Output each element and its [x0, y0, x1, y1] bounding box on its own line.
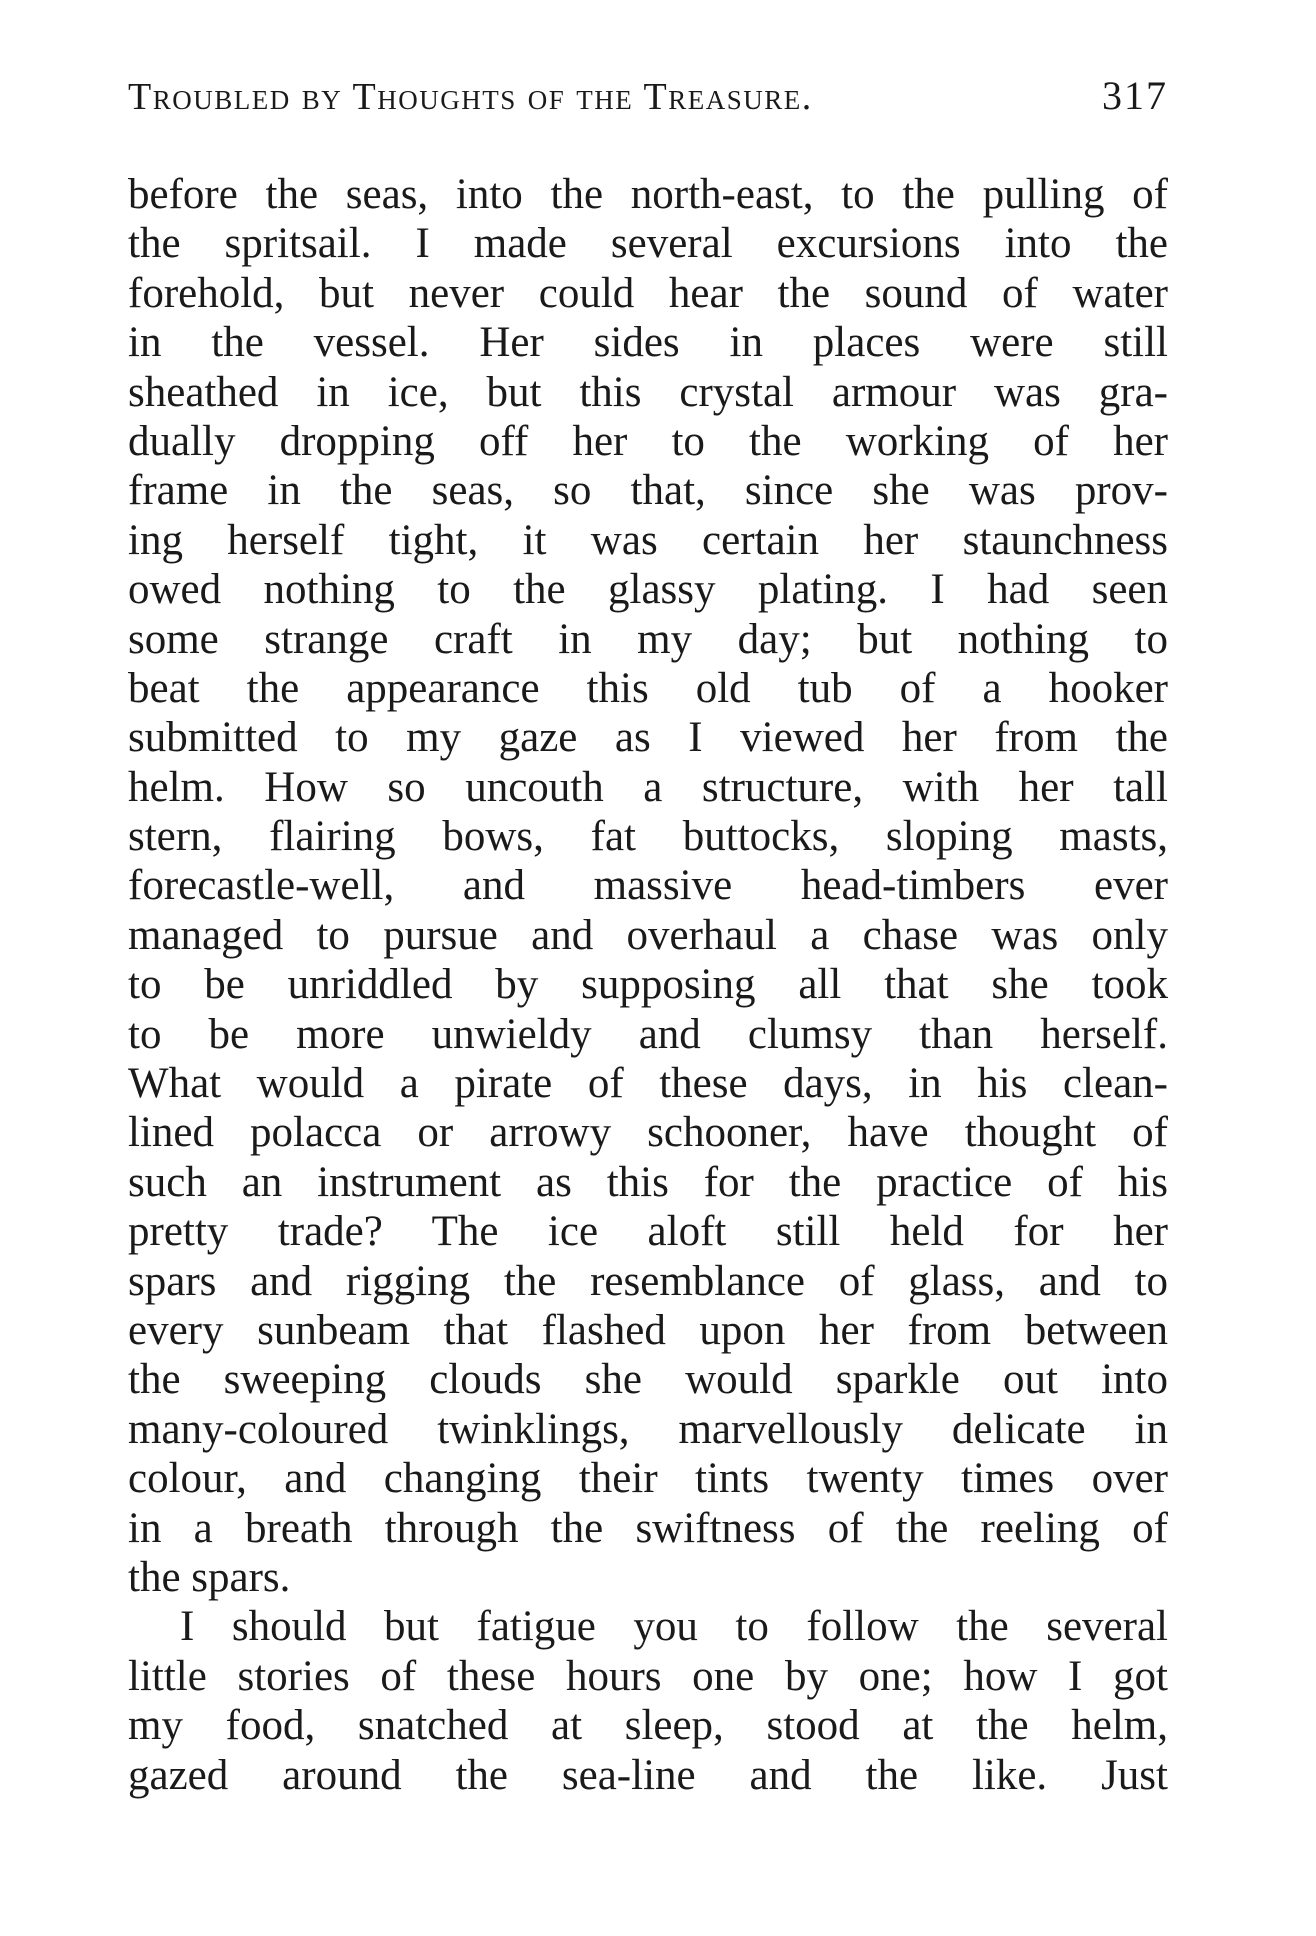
- text-line: submitted to my gaze as I viewed her from the: [128, 714, 1168, 762]
- text-line: managed to pursue and overhaul a chase was only: [128, 911, 1168, 959]
- text-line: the spritsail. I made several excursions into the: [128, 220, 1168, 268]
- text-line: such an instrument as this for the practice of his: [128, 1158, 1168, 1206]
- text-line: pretty trade? The ice aloft still held for her: [128, 1208, 1168, 1256]
- text-line: gazed around the sea-line and the like. Just: [128, 1751, 1168, 1799]
- text-line: helm. How so uncouth a structure, with her tall: [128, 763, 1168, 811]
- text-line: in a breath through the swiftness of the reeling of: [128, 1504, 1168, 1552]
- text-line: stern, flairing bows, fat buttocks, sloping masts,: [128, 813, 1168, 861]
- text-line: every sunbeam that flashed upon her from between: [128, 1306, 1168, 1354]
- text-line: to be unriddled by supposing all that she took: [128, 961, 1168, 1009]
- text-line: in the vessel. Her sides in places were still: [128, 319, 1168, 367]
- paragraph-end-line: the spars.: [128, 1553, 291, 1601]
- running-head: [128, 72, 1168, 132]
- text-line: lined polacca or arrowy schooner, have thought of: [128, 1109, 1168, 1157]
- paragraph-start-line: I should but fatigue you to follow the several: [180, 1603, 1168, 1651]
- text-line: before the seas, into the north-east, to the pulling of: [128, 171, 1168, 218]
- text-line: What would a pirate of these days, in his clean-: [128, 1060, 1168, 1108]
- text-line: spars and rigging the resemblance of glass, and to: [128, 1257, 1168, 1305]
- running-title: Troubled by Thoughts of the Treasure.: [128, 76, 813, 118]
- page-number: 317: [1102, 73, 1168, 118]
- text-line: to be more unwieldy and clumsy than herself.: [128, 1010, 1168, 1058]
- text-line: forecastle-well, and massive head-timbers ever: [128, 862, 1168, 910]
- text-line: the sweeping clouds she would sparkle out into: [128, 1356, 1168, 1404]
- text-line: dually dropping off her to the working of her: [128, 417, 1168, 465]
- text-line: some strange craft in my day; but nothing to: [128, 615, 1168, 663]
- text-line: little stories of these hours one by one; how I got: [128, 1652, 1168, 1700]
- text-line: colour, and changing their tints twenty times over: [128, 1455, 1168, 1503]
- text-line: frame in the seas, so that, since she was prov-: [128, 467, 1168, 515]
- text-line: my food, snatched at sleep, stood at the helm,: [128, 1702, 1168, 1750]
- text-line: sheathed in ice, but this crystal armour was gra-: [128, 368, 1168, 416]
- text-line: many-coloured twinklings, marvellously delicate in: [128, 1405, 1168, 1453]
- text-line: owed nothing to the glassy plating. I had seen: [128, 566, 1168, 614]
- text-line: beat the appearance this old tub of a hooker: [128, 664, 1168, 712]
- body-text: [128, 170, 1168, 1800]
- text-line: ing herself tight, it was certain her staunchness: [128, 516, 1168, 564]
- text-line: forehold, but never could hear the sound of water: [128, 269, 1168, 317]
